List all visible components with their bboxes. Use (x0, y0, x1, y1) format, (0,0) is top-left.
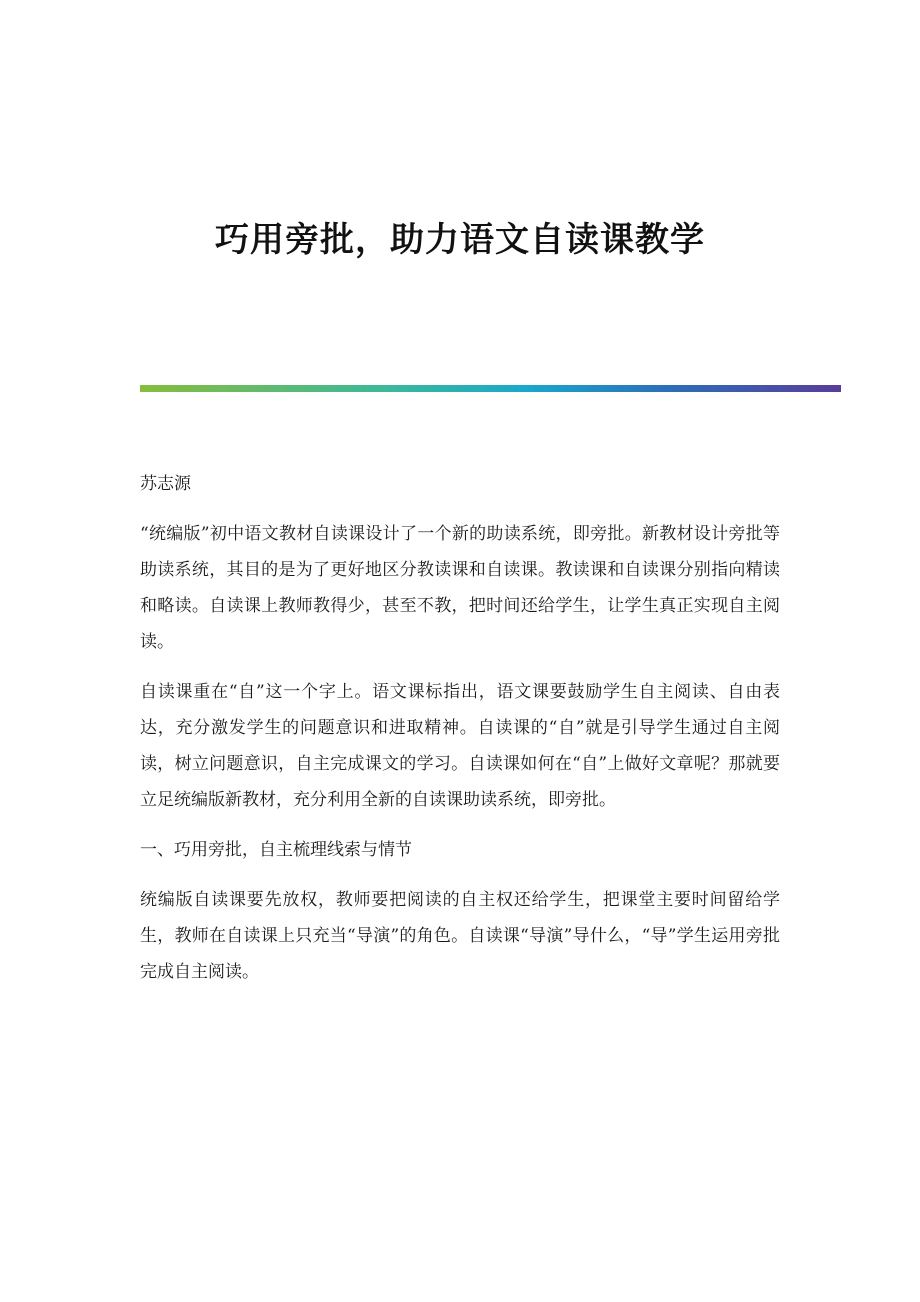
body-paragraph-3: 统编版自读课要先放权，教师要把阅读的自主权还给学生，把课堂主要时间留给学生，教师在自读课上只充当“导演”的角色。自读课“导演”导什么，“导”学生运用旁批完成自主阅读。 (140, 890, 780, 982)
document-body (140, 466, 780, 1004)
document-title: 巧用旁批，助力语文自读课教学 (215, 220, 705, 260)
author-name: 苏志源 (140, 474, 191, 494)
body-paragraph-1: “统编版”初中语文教材自读课设计了一个新的助读系统，即旁批。新教材设计旁批等助读系统，其目的是为了更好地区分教读课和自读课。教读课和自读课分别指向精读和略读。自读课上教师教得少，甚至不教，把时间还给学生，让学生真正实现自主阅读。 (140, 524, 780, 652)
section-heading-1: 一、巧用旁批，自主梳理线索与情节 (140, 840, 412, 860)
gradient-divider (140, 385, 841, 392)
body-paragraph-2: 自读课重在“自”这一个字上。语文课标指出，语文课要鼓励学生自主阅读、自由表达，充分激发学生的问题意识和进取精神。自读课的“自”就是引导学生通过自主阅读，树立问题意识，自主完成课文的学习。自读课如何在“自”上做好文章呢？那就要立足统编版新教材，充分利用全新的自读课助读系统，即旁批。 (140, 682, 780, 810)
